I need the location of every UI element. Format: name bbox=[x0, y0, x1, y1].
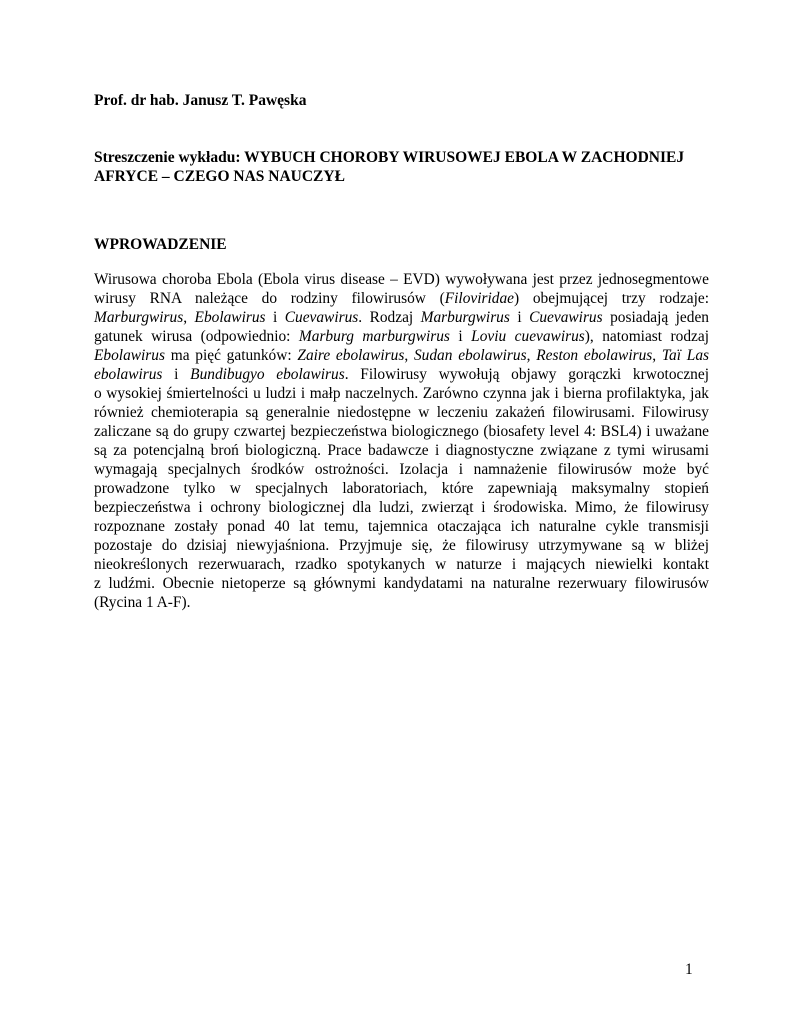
author-name: Prof. dr hab. Janusz T. Pawęska bbox=[94, 92, 307, 109]
italic-term: Sudan ebolawirus bbox=[413, 347, 527, 364]
paragraph-line: również chemioterapia są generalnie niedostępne w leczeniu zakażeń filowirusami. Filowirusy bbox=[94, 404, 709, 421]
paragraph-line: gatunek wirusa (odpowiednio: Marburg marburgwirus i Loviu cuevawirus), natomiast rodzaj bbox=[94, 328, 709, 345]
italic-term: Bundibugyo ebolawirus bbox=[190, 366, 345, 383]
paragraph-line: ebolawirus i Bundibugyo ebolawirus. Filowirusy wywołują objawy gorączki krwotocznej bbox=[94, 366, 709, 383]
italic-term: Filoviridae bbox=[444, 290, 514, 307]
paragraph-line: prowadzone tylko w specjalnych laboratoriach, które zapewniają maksymalny stopień bbox=[94, 480, 709, 497]
page-number: 1 bbox=[685, 961, 693, 978]
paragraph-line: (Rycina 1 A-F). bbox=[94, 594, 191, 611]
body-paragraph bbox=[94, 270, 709, 612]
paragraph-line: z ludźmi. Obecnie nietoperze są głównymi kandydatami na naturalne rezerwuary filowirusów bbox=[94, 575, 709, 592]
lecture-title-line: Streszczenie wykładu: WYBUCH CHOROBY WIRUSOWEJ EBOLA W ZACHODNIEJ bbox=[94, 149, 685, 166]
italic-term: Cuevawirus bbox=[529, 309, 603, 326]
paragraph-line: Ebolawirus ma pięć gatunków: Zaire ebolawirus, Sudan ebolawirus, Reston ebolawirus, Taï Las bbox=[94, 347, 710, 364]
paragraph-line: nieokreślonych rezerwuarach, rzadko spotykanych w naturze i mających niewielki kontakt bbox=[94, 556, 709, 573]
paragraph-line: rozpoznane zostały ponad 40 lat temu, tajemnica otaczająca ich naturalne cykle transmisji bbox=[94, 518, 709, 535]
italic-term: Zaire ebolawirus bbox=[297, 347, 405, 364]
italic-term: Marburgwirus bbox=[420, 309, 510, 326]
lecture-title-line: AFRYCE – CZEGO NAS NAUCZYŁ bbox=[94, 168, 345, 185]
paragraph-line: są za potencjalną broń biologiczną. Prace badawcze i diagnostyczne związane z tymi wirusami bbox=[94, 442, 709, 459]
italic-term: Ebolawirus bbox=[194, 309, 266, 326]
lecture-title bbox=[94, 148, 714, 186]
paragraph-line: Wirusowa choroba Ebola (Ebola virus disease – EVD) wywoływana jest przez jednosegmentowe bbox=[94, 271, 709, 288]
paragraph-line: wirusy RNA należące do rodziny filowirusów (Filoviridae) obejmującej trzy rodzaje: bbox=[94, 290, 709, 307]
paragraph-line: Marburgwirus, Ebolawirus i Cuevawirus. Rodzaj Marburgwirus i Cuevawirus posiadają jeden bbox=[94, 309, 709, 326]
italic-term: ebolawirus bbox=[94, 366, 163, 383]
italic-term: Marburgwirus bbox=[94, 309, 184, 326]
paragraph-line: pozostaje do dzisiaj niewyjaśniona. Przyjmuje się, że filowirusy utrzymywane są w bliżej bbox=[94, 537, 709, 554]
italic-term: Marburg marburgwirus bbox=[298, 328, 450, 345]
italic-term: Ebolawirus bbox=[94, 347, 165, 364]
paragraph-line: wymagają specjalnych środków ostrożności. Izolacja i namnażenie filowirusów może być bbox=[94, 461, 709, 478]
paragraph-line: zaliczane są do grupy czwartej bezpieczeństwa biologicznego (biosafety level 4: BSL4) i uważane bbox=[94, 423, 709, 440]
paragraph-line: o wysokiej śmiertelności u ludzi i małp naczelnych. Zarówno czynna jak i bierna profilaktyka, jak bbox=[94, 385, 709, 402]
italic-term: Loviu cuevawirus bbox=[471, 328, 585, 345]
italic-term: Taï Las bbox=[661, 347, 710, 364]
italic-term: Reston ebolawirus bbox=[536, 347, 653, 364]
italic-term: Cuevawirus bbox=[284, 309, 359, 326]
section-heading: WPROWADZENIE bbox=[94, 236, 227, 253]
paragraph-line: bezpieczeństwa i ochrony biologicznej dla ludzi, zwierząt i środowiska. Mimo, że filowirusy bbox=[94, 499, 709, 516]
